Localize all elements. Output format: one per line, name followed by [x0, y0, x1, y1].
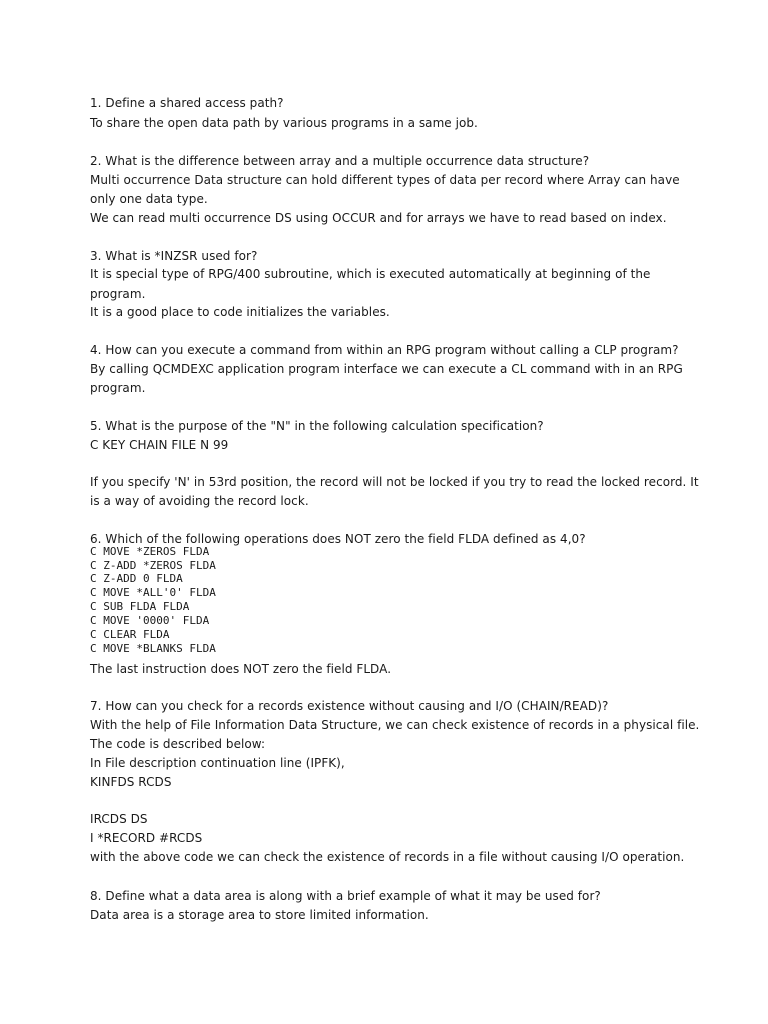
- q3-answer-line-3: It is a good place to code initializes the variables.: [90, 305, 390, 319]
- q5-answer-line-2: is a way of avoiding the record lock.: [90, 494, 309, 508]
- q7-answer-line-5: IRCDS DS: [90, 812, 148, 826]
- q2-question: 2. What is the difference between array and a multiple occurrence data structure?: [90, 154, 590, 168]
- q6-code-line-2: C Z-ADD *ZEROS FLDA: [90, 559, 216, 572]
- q7-answer-line-6: I *RECORD #RCDS: [90, 831, 203, 845]
- q6-code-line-6: C MOVE '0000' FLDA: [90, 614, 210, 627]
- q6-code-line-7: C CLEAR FLDA: [90, 628, 170, 641]
- q5-question: 5. What is the purpose of the "N" in the following calculation specification?: [90, 419, 544, 433]
- q6-code-line-5: C SUB FLDA FLDA: [90, 600, 190, 613]
- q8-answer: Data area is a storage area to store limited information.: [90, 908, 429, 922]
- q8-question: 8. Define what a data area is along with a brief example of what it may be used for?: [90, 889, 601, 903]
- q1-question: 1. Define a shared access path?: [90, 96, 284, 110]
- q7-answer-line-1: With the help of File Information Data Structure, we can check existence of records in a physical file.: [90, 718, 700, 732]
- q4-answer-line-1: By calling QCMDEXC application program interface we can execute a CL command with in an RPG: [90, 362, 683, 376]
- q1-answer: To share the open data path by various programs in a same job.: [90, 116, 478, 130]
- q2-answer-line-1: Multi occurrence Data structure can hold different types of data per record where Array can have: [90, 173, 680, 187]
- q7-question: 7. How can you check for a records existence without causing and I/O (CHAIN/READ)?: [90, 699, 609, 713]
- q7-answer-line-2: The code is described below:: [90, 737, 266, 751]
- q2-answer-line-2: only one data type.: [90, 192, 208, 206]
- q3-answer-line-1: It is special type of RPG/400 subroutine, which is executed automatically at beginning of the: [90, 267, 651, 281]
- q3-question: 3. What is *INZSR used for?: [90, 249, 258, 263]
- q4-answer-line-2: program.: [90, 381, 146, 395]
- q6-answer: The last instruction does NOT zero the field FLDA.: [90, 662, 392, 676]
- q7-answer-line-4: KINFDS RCDS: [90, 775, 172, 789]
- q7-answer-line-3: In File description continuation line (IPFK),: [90, 756, 345, 770]
- q6-code-line-1: C MOVE *ZEROS FLDA: [90, 545, 210, 558]
- q5-code: C KEY CHAIN FILE N 99: [90, 438, 229, 452]
- q6-code-line-3: C Z-ADD 0 FLDA: [90, 572, 183, 585]
- q7-answer-line-7: with the above code we can check the existence of records in a file without causing I/O operation.: [90, 850, 685, 864]
- q6-question: 6. Which of the following operations does NOT zero the field FLDA defined as 4,0?: [90, 532, 586, 546]
- q4-question: 4. How can you execute a command from within an RPG program without calling a CLP program?: [90, 343, 679, 357]
- q6-code-line-4: C MOVE *ALL'0' FLDA: [90, 586, 216, 599]
- q6-code-line-8: C MOVE *BLANKS FLDA: [90, 642, 216, 655]
- q5-answer-line-1: If you specify 'N' in 53rd position, the record will not be locked if you try to read the locked record. It: [90, 475, 699, 489]
- q3-answer-line-2: program.: [90, 287, 146, 301]
- q2-answer-line-3: We can read multi occurrence DS using OCCUR and for arrays we have to read based on index.: [90, 211, 667, 225]
